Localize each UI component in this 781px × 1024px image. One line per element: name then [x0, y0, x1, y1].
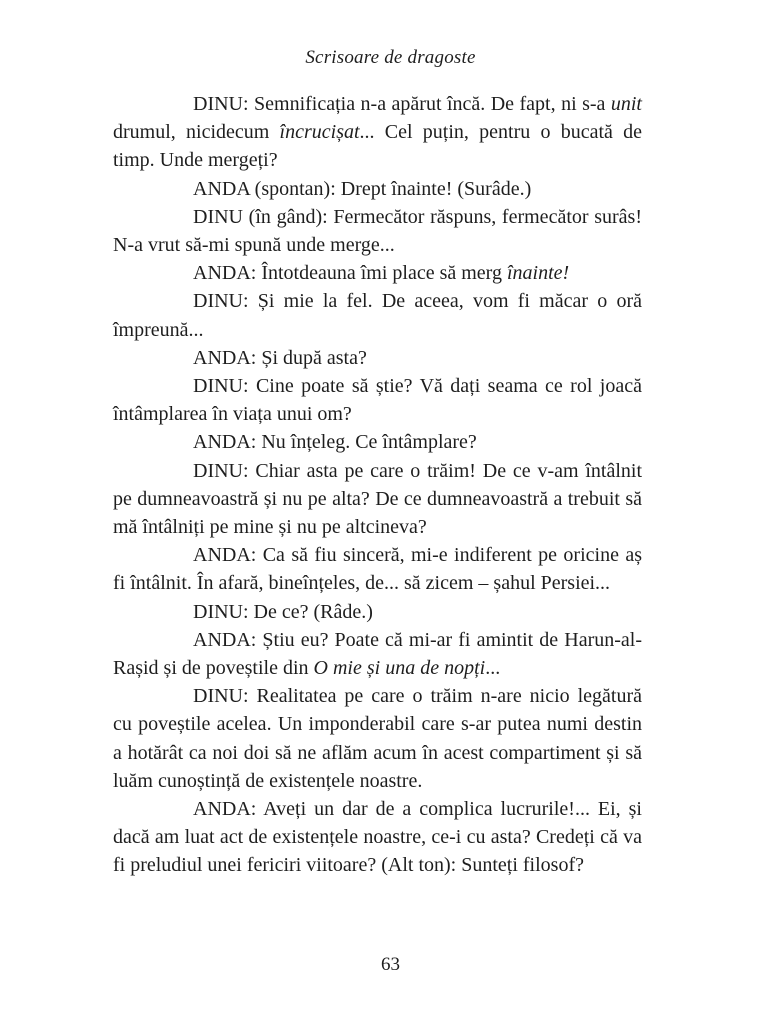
text-run: DINU: Cine poate să știe? Vă dați seama ce rol joacă întâmplarea în viața unui om? — [113, 375, 642, 426]
dialogue-paragraph — [113, 372, 642, 428]
text-run: ANDA: Nu înțeleg. Ce întâmplare? — [193, 431, 477, 454]
text-run: DINU: Și mie la fel. De aceea, vom fi măcar o oră împreună... — [113, 290, 642, 341]
text-run: ANDA: Și după asta? — [193, 346, 367, 369]
dialogue-paragraph — [113, 795, 642, 880]
text-run: ... Cel puțin, pentru o bucată de timp. Unde mergeți? — [113, 121, 642, 172]
dialogue-paragraph — [113, 259, 642, 287]
running-title: Scrisoare de dragoste — [305, 47, 476, 68]
dialogue-paragraph — [113, 203, 642, 259]
text-run: ANDA: Întotdeauna îmi place să merg — [193, 262, 507, 285]
dialogue-paragraph — [113, 344, 642, 372]
text-run: DINU (în gând): Fermecător răspuns, fermecător surâs! N-a vrut să-mi spună unde merge... — [113, 205, 642, 257]
dialogue-paragraph — [113, 541, 642, 597]
dialogue-paragraph — [113, 682, 642, 795]
dialogue-paragraph — [113, 90, 642, 175]
italic-text-run: înainte! — [506, 262, 570, 285]
dialogue-paragraph — [113, 175, 642, 203]
text-run: DINU: Chiar asta pe care o trăim! De ce v-am întâlnit pe dumneavoastră și nu pe alta? De ce dumneavoastră a trebuit să mă întâlniți pe mine și nu pe altcineva? — [113, 459, 642, 539]
text-run: ... — [485, 657, 501, 680]
text-run: ANDA: Aveți un dar de a complica lucrurile!... Ei, și dacă am luat act de existențele noastre, ce-i cu asta? Credeți că va fi preludiul unei fericiri viitoare? (Alt ton): Sunteți filosof? — [113, 798, 642, 877]
dialogue-paragraph — [113, 598, 642, 626]
dialogue-paragraph — [113, 428, 642, 456]
text-run: DINU: Realitatea pe care o trăim n-are nicio legătură cu poveștile acelea. Un imponderabil care s-ar putea numi destin a hotărât ca noi doi să ne aflăm acum în acest compartiment și să luăm cunoștință de existențele noastre. — [113, 685, 642, 792]
italic-text-run: O mie și una de nopți — [313, 657, 486, 680]
text-run: DINU: De ce? (Râde.) — [193, 600, 373, 623]
italic-text-run: încrucișat — [279, 121, 360, 144]
page-number: 63 — [381, 954, 400, 975]
text-run: drumul, nicidecum — [113, 121, 280, 144]
text-run: DINU: Semnificația n-a apărut încă. De fapt, ni s-a — [193, 93, 611, 115]
dialogue-paragraph — [113, 457, 642, 542]
page-body — [113, 90, 642, 880]
dialogue-paragraph — [113, 287, 642, 343]
italic-text-run: unit — [610, 93, 642, 115]
text-run: ANDA: Știu eu? Poate că mi-ar fi amintit de Harun-al-Rașid și de poveștile din — [113, 628, 642, 680]
dialogue-paragraph — [113, 626, 642, 682]
text-run: ANDA: Ca să fiu sinceră, mi-e indiferent pe oricine aș fi întâlnit. În afară, bineînțeles, de... să zicem – șahul Persiei... — [113, 544, 642, 595]
text-run: ANDA (spontan): Drept înainte! (Surâde.) — [193, 177, 532, 200]
